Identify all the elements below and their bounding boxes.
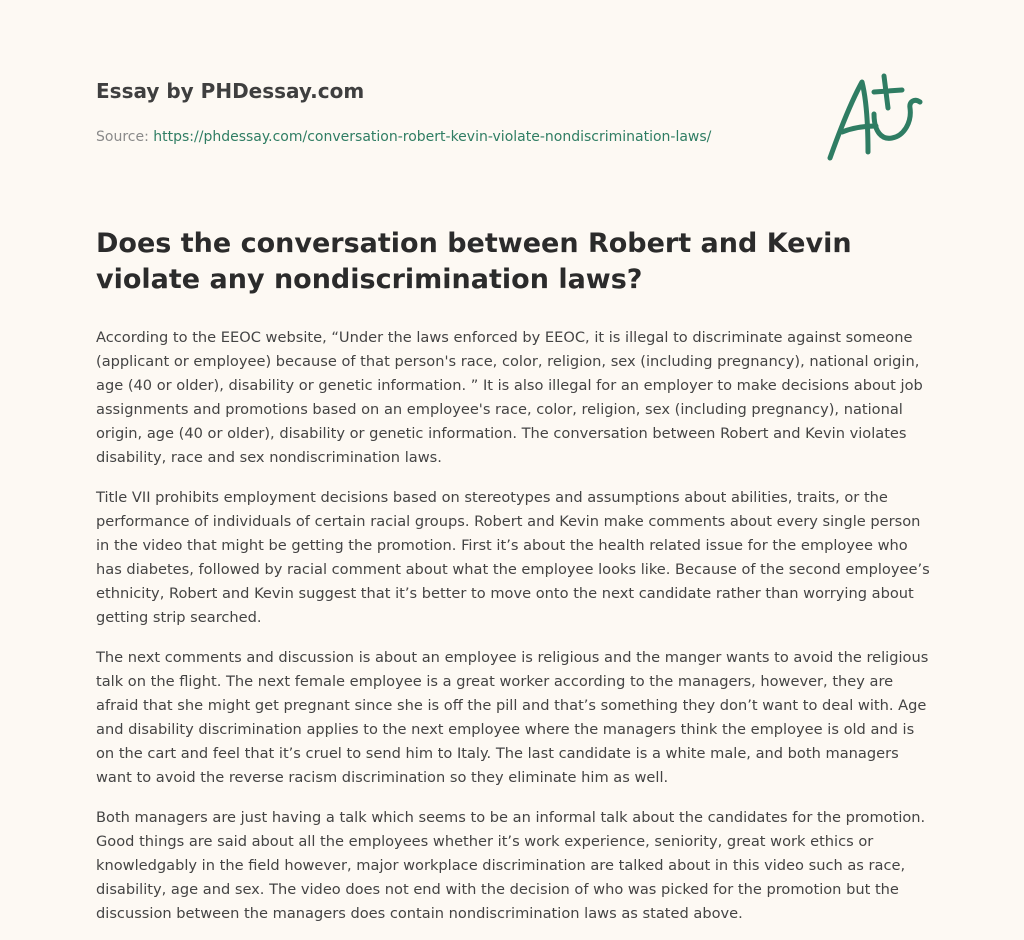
essay-paragraph: The next comments and discussion is about an employee is religious and the manger wants to avoid the religious talk on the flight. The next female employee is a great worker according to the managers, however, they are afraid that she might get pregnant since she is off the pill and that’s something they don’t want to deal with. Age and disability discrimination applies to the next employee where the managers think the employee is old and is on the cart and feel that it’s cruel to send him to Italy. The last candidate is a white male, and both managers want to avoid the reverse racism discrimination so they eliminate him as well. [96,649,929,786]
essay-paragraph: Title VII prohibits employment decisions based on stereotypes and assumptions about abilities, traits, or the performance of individuals of certain racial groups. Robert and Kevin make comments about every single person in the video that might be getting the promotion. First it’s about the health related issue for the employee who has diabetes, followed by racial comment about what the employee looks like. Because of the second employee’s ethnicity, Robert and Kevin suggest that it’s better to move onto the next candidate rather than worrying about getting strip searched. [96,489,930,626]
source-link[interactable]: https://phdessay.com/conversation-robert-kevin-violate-nondiscrimination-laws/ [153,129,712,145]
a-plus-logo-icon [822,68,932,168]
page-header [96,78,796,146]
source-line [96,128,796,146]
essay-paragraph: Both managers are just having a talk which seems to be an informal talk about the candidates for the promotion. Good things are said about all the employees whether it’s work experience, seniority, great work ethics or knowledgably in the field however, major workplace discrimination are talked about in this video such as race, disability, age and sex. The video does not end with the decision of who was picked for the promotion but the discussion between the managers does contain nondiscrimination laws as stated above. [96,809,926,922]
essay-content [96,226,932,940]
essay-paragraph: According to the EEOC website, “Under the laws enforced by EEOC, it is illegal to discriminate against someone (applicant or employee) because of that person's race, color, religion, sex (including pregnancy), national origin, age (40 or older), disability or genetic information. ” It is also illegal for an employer to make decisions about job assignments and promotions based on an employee's race, color, religion, sex (including pregnancy), national origin, age (40 or older), disability or genetic information. The conversation between Robert and Kevin violates disability, race and sex nondiscrimination laws. [96,329,923,466]
essay-title: Does the conversation between Robert and Kevin violate any nondiscrimination laws? [96,228,852,295]
site-title: Essay by PHDessay.com [96,79,365,103]
source-label: Source: [96,129,154,145]
